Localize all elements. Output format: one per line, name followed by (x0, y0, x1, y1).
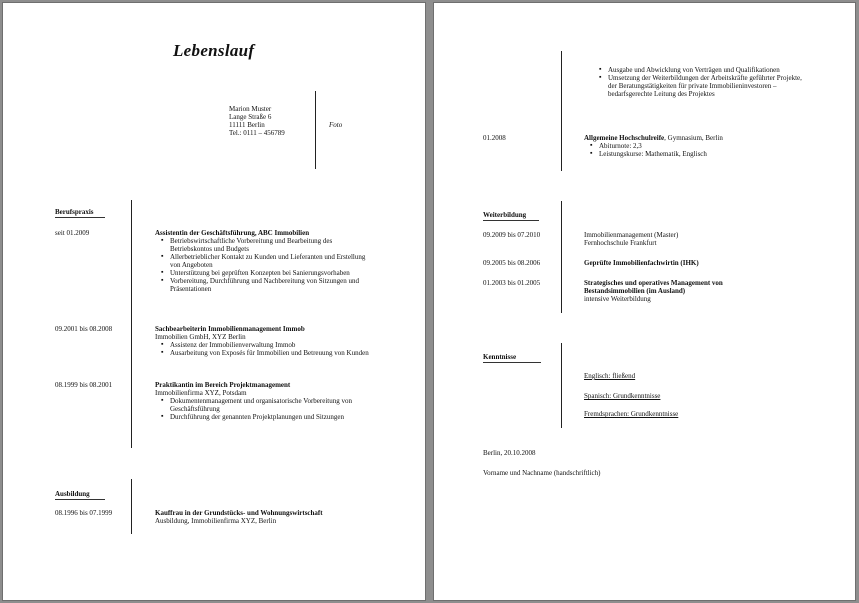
entry-date: 09.2005 bis 08.2006 (483, 259, 541, 267)
heading-underline (55, 499, 105, 500)
entry-date: 09.2001 bis 08.2008 (55, 325, 113, 333)
weiterbildung-heading: Weiterbildung (483, 211, 527, 219)
weiterbildung-divider (561, 201, 562, 313)
list-item: ▪ Allerbetrieblicher Kontakt zu Kunden und Lieferanten und Erstellung von Angeboten (159, 253, 370, 269)
berufspraxis-heading: Berufspraxis (55, 208, 94, 216)
job-title: Sachbearbeiterin Immobilienmanagement Immob (155, 325, 305, 333)
entry-date: 01.2003 bis 01.2005 (483, 279, 541, 287)
page-1 (3, 3, 425, 600)
list-item: ▪ Umsetzung der Weiterbildungen der Arbeitskräfte geführter Projekte, der Beratungstätigkeiten für private Immobilieninvestoren – bedarfsgerechte Leitung des Projektes (597, 74, 812, 98)
training-title: Strategisches und operatives Management von Bestandsimmobilien (im Ausland) (584, 279, 723, 295)
address-divider (315, 91, 316, 169)
entry-date: 08.1999 bis 08.2001 (55, 381, 113, 389)
education-subtitle: Ausbildung, Immobilienfirma XYZ, Berlin (155, 517, 277, 525)
heading-underline (483, 362, 541, 363)
page-2 (434, 3, 855, 600)
address-block (229, 105, 285, 137)
job-subtitle: Immobilienfirma XYZ, Potsdam (155, 389, 247, 397)
list-item: ▪ Ausarbeitung von Exposés für Immobilien und Betreuung von Kunden (159, 349, 370, 357)
job-entry (155, 229, 370, 293)
list-item: ▪ Ausgabe und Abwicklung von Verträgen und Qualifikationen (597, 66, 812, 74)
kenntnisse-heading: Kenntnisse (483, 353, 517, 361)
skill-item: Englisch: fließend (584, 372, 636, 380)
training-subtitle: Fernhochschule Frankfurt (584, 239, 657, 247)
photo-placeholder: Foto (329, 121, 343, 129)
berufspraxis-divider (131, 200, 132, 448)
heading-underline (55, 217, 105, 218)
signature-line: Vorname und Nachname (handschriftlich) (483, 469, 601, 477)
address-name: Marion Muster (229, 105, 272, 113)
list-item: ▪ Durchführung der genannten Projektplanungen und Sitzungen (159, 413, 370, 421)
list-item: ▪ Abiturnote: 2,3 (588, 142, 814, 150)
kenntnisse-divider (561, 343, 562, 428)
list-item: ▪ Vorbereitung, Durchführung und Nachbereitung von Sitzungen und Präsentationen (159, 277, 370, 293)
address-phone: Tel.: 0111 – 456789 (229, 129, 285, 137)
page-title: Lebenslauf (173, 41, 255, 60)
address-street: Lange Straße 6 (229, 113, 272, 121)
school-entry (584, 134, 814, 158)
list-item: ▪ Dokumentenmanagement und organisatorische Vorbereitung von Geschäftsführung (159, 397, 370, 413)
school-title: Allgemeine Hochschulreife (584, 134, 665, 142)
list-item: ▪ Unterstützung bei geprüften Konzepten bei Sanierungsvorhaben (159, 269, 370, 277)
training-entry (584, 231, 814, 247)
training-title: Immobilienmanagement (Master) (584, 231, 679, 239)
entry-date: 09.2009 bis 07.2010 (483, 231, 541, 239)
list-item: ▪ Betriebswirtschaftliche Vorbereitung und Bearbeitung des Betriebskontos und Budgets (159, 237, 370, 253)
entry-date: 08.1996 bis 07.1999 (55, 509, 113, 517)
education-title: Kauffrau in der Grundstücks- und Wohnungswirtschaft (155, 509, 323, 517)
training-subtitle: intensive Weiterbildung (584, 295, 651, 303)
heading-underline (483, 220, 539, 221)
school-suffix: , Gymnasium, Berlin (664, 134, 723, 142)
training-title: Geprüfte Immobilienfachwirtin (IHK) (584, 259, 699, 267)
job-title: Assistentin der Geschäftsführung, ABC Immobilien (155, 229, 310, 237)
top-divider (561, 51, 562, 171)
training-entry (584, 279, 784, 303)
job-title: Praktikantin im Bereich Projektmanagement (155, 381, 291, 389)
entry-date: 01.2008 (483, 134, 506, 142)
entry-date: seit 01.2009 (55, 229, 90, 237)
continued-bullets (597, 66, 812, 98)
ausbildung-heading: Ausbildung (55, 490, 90, 498)
job-entry (155, 325, 370, 357)
place-date: Berlin, 20.10.2008 (483, 449, 536, 457)
address-city: 11111 Berlin (229, 121, 265, 129)
list-item: ▪ Assistenz der Immobilienverwaltung Immob (159, 341, 370, 349)
list-item: ▪ Leistungskurse: Mathematik, Englisch (588, 150, 814, 158)
ausbildung-divider (131, 479, 132, 534)
job-subtitle: Immobilien GmbH, XYZ Berlin (155, 333, 246, 341)
education-entry (155, 509, 370, 525)
skill-item: Spanisch: Grundkenntnisse (584, 392, 661, 400)
skill-item: Fremdsprachen: Grundkenntnisse (584, 410, 679, 418)
job-entry (155, 381, 370, 421)
